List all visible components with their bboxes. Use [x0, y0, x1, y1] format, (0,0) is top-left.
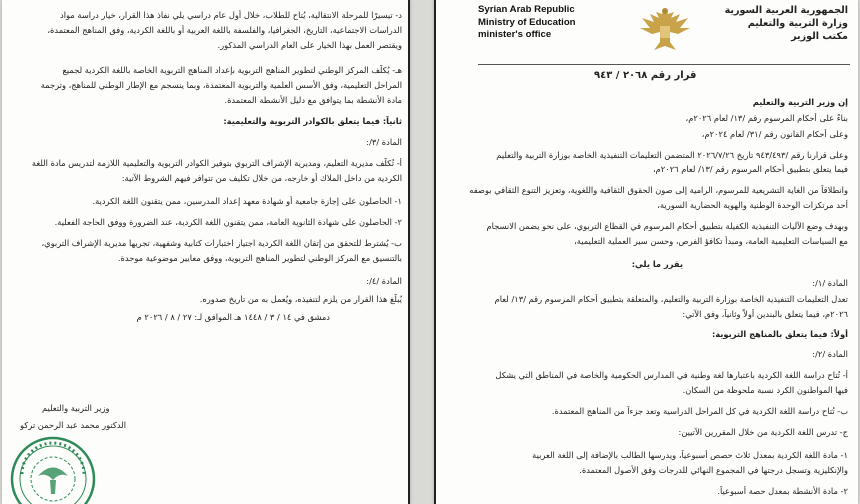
ministry-seal-icon — [8, 434, 98, 504]
text-line: أ- تُتاح دراسة اللغة الكردية باعتبارها لغة وطنية في المدارس الحكومية والخاصة في المناطق التي يشكل — [495, 370, 848, 380]
text-line: تعدل التعليمات التنفيذية الخاصة بوزارة التربية والتعليم، والمتعلقة بتطبيق أحكام المرسوم رقم /١٣/ لعام — [494, 294, 848, 304]
article-heading: المادة /٢/: — [812, 349, 848, 359]
text-line: ١- الحاصلون على إجازة جامعية أو شهادة معهد إعداد المدرسين، ممن يتقنون اللغة الكردية. — [92, 196, 402, 206]
page-edge — [408, 0, 410, 504]
eagle-emblem-icon — [636, 2, 694, 58]
text-line: والإنكليزية وتسجل درجتها في المجموع النهائي للدرجات وفق الأصول المعتمدة. — [579, 465, 848, 475]
text-line: هـ- يُكلَّف المركز الوطني لتطوير المناهج التربوية بإعداد المناهج التربوية الخاصة باللغة الكردية لجميع — [62, 65, 402, 75]
header-ministry: Ministry of Education — [478, 16, 576, 28]
decree-title: قرار رقم ٢٠٦٨ / ٩٤٣ — [594, 70, 697, 81]
header-country: Syrian Arab Republic — [478, 4, 575, 15]
text-line: ب- يُشترط للتحقق من إتقان اللغة الكردية اجتياز اختبارات كتابية وشفهية، تجريها مديرية الإشراف التربوي، — [41, 238, 402, 248]
text-line: وعلى قرارنا رقم /٩٤٣/٤٩٣ تاريخ ٢٠٢٦/٧/٢٦ المتضمن التعليمات التنفيذية الخاصة بوزارة التربية والتعليم — [496, 150, 848, 160]
text-line: أ- تُكلَّف مديرية التعليم، ومديرية الإشراف التربوي بتوفير الكوادر التربوية والتعليمية اللازمة لتدريس مادة اللغة — [31, 158, 402, 168]
header-arabic — [725, 4, 848, 43]
article-heading: المادة /٣/: — [366, 137, 402, 147]
text-line: ٢- الحاصلون على شهادة الثانوية العامة، ممن يتقنون اللغة الكردية، عند الضرورة ووفق الحاجة الفعلية. — [54, 217, 402, 227]
text-line: ويقتصر العمل بهذا الخيار على العام الدراسي المذكور. — [217, 40, 402, 50]
header-office-ar: مكتب الوزير — [791, 31, 848, 42]
section-heading: أولاً: فيما يتعلق بالمناهج التربوية: — [711, 329, 848, 339]
header-divider — [478, 64, 850, 65]
text-line: د- تيسيرًا للمرحلة الانتقالية، يُتاح للطلاب، خلال أول عام دراسي يلي نفاذ هذا القرار، خيار دراسة مواد — [60, 10, 402, 20]
text-line: وبهدف وضع الآليات التنفيذية الكفيلة بتطبيق أحكام المرسوم في القطاع التربوي، على نحو يضمن الانسجام — [486, 221, 848, 231]
text-line: الكردية من داخل الملاك أو خارجه، من خلال تكليف من تتوافر فيهم الشروط الآتية: — [121, 173, 402, 183]
text-line: ب- تُتاح دراسة اللغة الكردية في كل المراحل الدراسية وتعد جزءاً من المناهج المعتمدة. — [551, 406, 848, 416]
text-line: ١- مادة اللغة الكردية بمعدل ثلاث حصص أسبوعياً، ويدرسها الطالب بالإضافة إلى اللغة العربية — [532, 450, 848, 460]
text-line: وانطلاقاً من الغاية التشريعية للمرسوم، الرامية إلى صون الحقوق الثقافية واللغوية، وتعزيز التنوع الثقافي بوصفه — [469, 185, 848, 195]
text-line: مادة الأنشطة بما يتوافق مع دليل الأنشطة المعتمدة. — [224, 95, 402, 105]
document-page-right — [434, 0, 858, 504]
text-line: ٢- مادة الأنشطة بمعدل حصة أسبوعياً. — [717, 486, 848, 496]
header-english — [478, 4, 576, 42]
text-line: فيما يتعلق بتطبيق أحكام المرسوم رقم /١٣/ لعام ٢٠٢٦م، — [652, 164, 848, 174]
article-heading: المادة /١/: — [812, 278, 848, 288]
text-line: الدراسات الاجتماعية، التاريخ، الجغرافيا، والفلسفة باللغة العربية أو باللغة الكردية، وفق المناهج المعتمدة، — [47, 25, 402, 35]
text-line: مع السياسات التعليمية العامة، ومبدأ تكافؤ الفرص، وحسن سير العملية التعليمية، — [574, 236, 848, 246]
text-line: ج- تدرس اللغة الكردية من خلال المقررين الآتيين: — [678, 427, 848, 437]
text-line: أحد مرتكزات الوحدة الوطنية والهوية الحضارية السورية، — [657, 200, 848, 210]
decision-heading: يقرر ما يلي: — [631, 259, 683, 269]
text-line: وعلى أحكام القانون رقم /٣١/ لعام ٢٠٢٤م، — [701, 129, 848, 139]
signature-name: الدكتور محمد عبد الرحمن تركو — [20, 420, 127, 430]
section-heading: ثانياً: فيما يتعلق بالكوادر التربوية والتعليمية: — [223, 116, 402, 126]
header-country-ar: الجمهورية العربية السورية — [724, 5, 848, 16]
text-line: يُبلَّغ هذا القرار من يلزم لتنفيذه، ويُعمل به من تاريخ صدوره. — [199, 294, 402, 304]
header-office: minister's office — [478, 29, 552, 40]
text-line: ٢٠٢٦م، فيما يتعلق بالبندين أولاً وثانياً، وفق الآتي: — [682, 309, 848, 319]
document-page-left — [2, 0, 410, 504]
page-edge — [434, 0, 436, 504]
date-line: دمشق في ١٤ / ٣ / ١٤٤٨ هـ الموافق لـ: ٢٧ / ٨ / ٢٠٢٦ م — [136, 312, 330, 322]
header-ministry-ar: وزارة التربية والتعليم — [747, 18, 848, 29]
text-line: بناءً على أحكام المرسوم رقم /١٣/ لعام ٢٠٢٦م، — [685, 113, 848, 123]
signature-title: وزير التربية والتعليم — [42, 403, 110, 413]
preamble-heading: إن وزير التربية والتعليم — [752, 97, 848, 107]
text-line: المراحل التعليمية، وفق الأسس العلمية والتربوية المعتمدة، وبما ينسجم مع الإطار الوطني للمناهج، وترجمة — [40, 80, 402, 90]
article-heading: المادة /٤/: — [366, 276, 402, 286]
text-line: فيها المواطنون الكرد نسبة ملحوظة من السكان. — [682, 385, 848, 395]
text-line: بالتنسيق مع المركز الوطني لتطوير المناهج التربوية، ووفق معايير موضوعية موحدة. — [117, 253, 402, 263]
